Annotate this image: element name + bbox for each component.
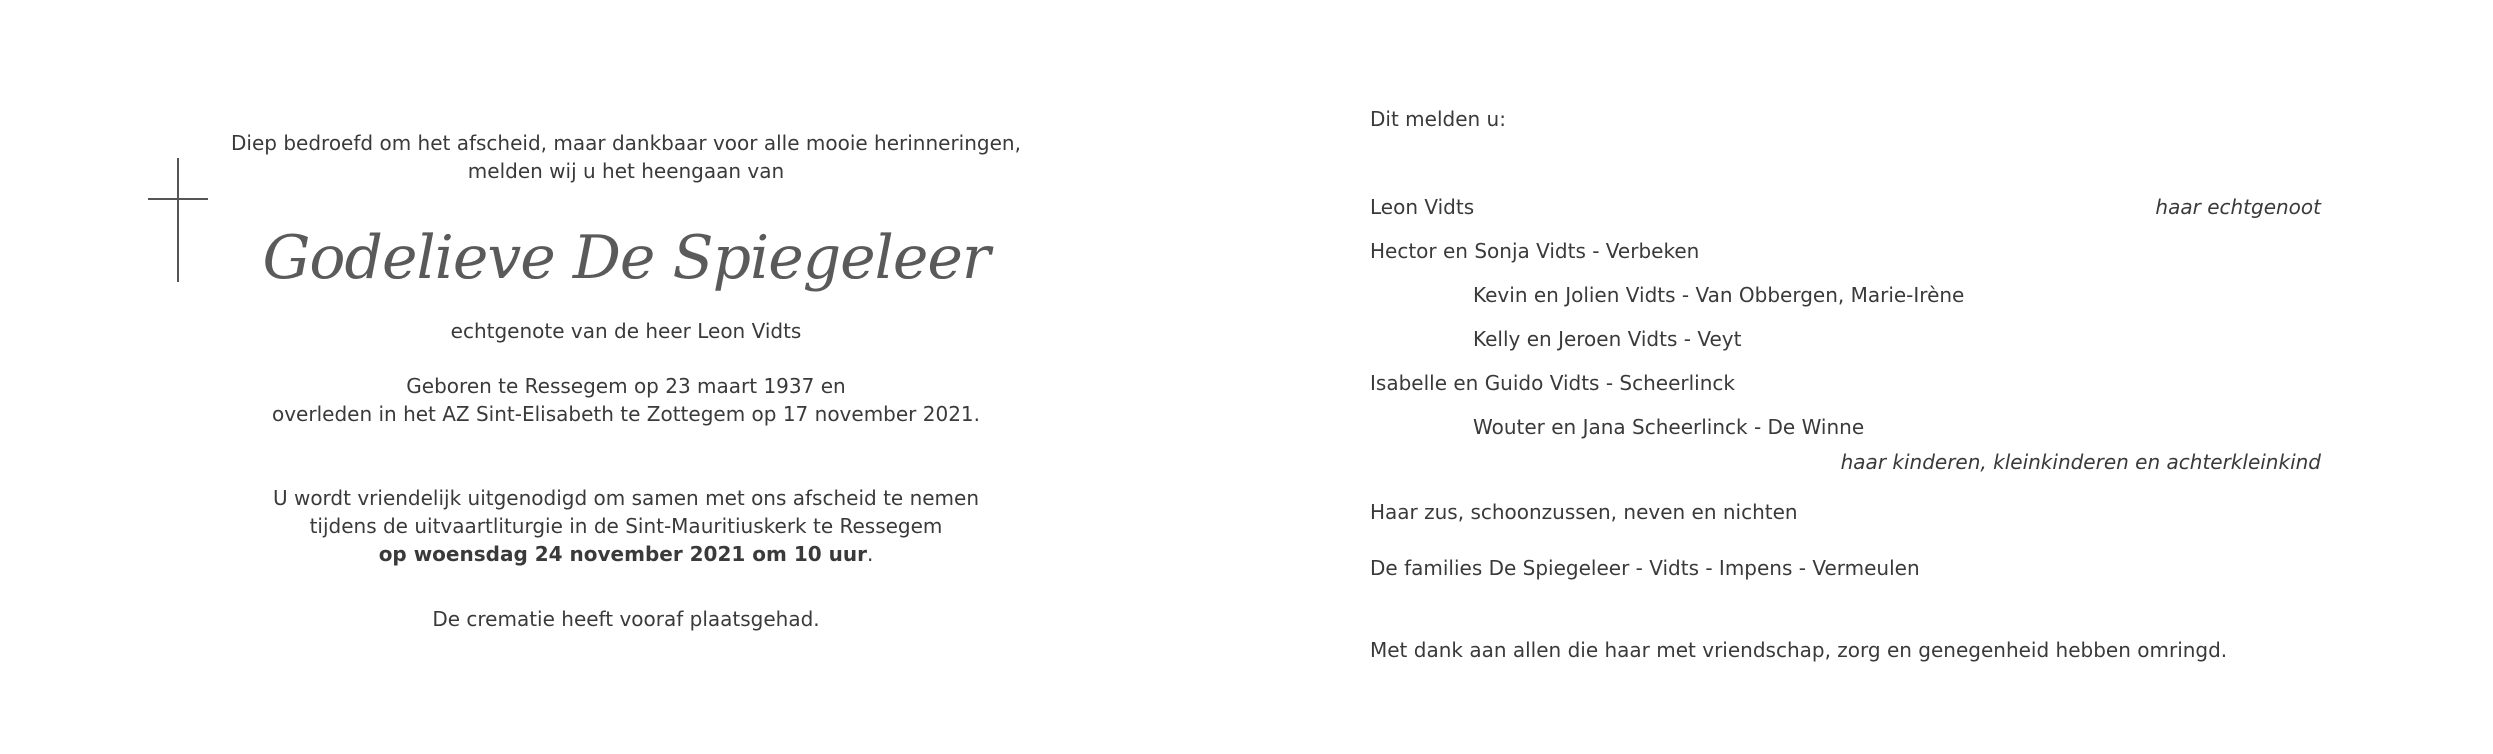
intro-line-1: Diep bedroefd om het afscheid, maar dankbaar voor alle mooie herinneringen, <box>231 131 1021 155</box>
spouse-role: haar echtgenoot <box>2155 195 2321 219</box>
service-date: op woensdag 24 november 2021 om 10 uur <box>378 542 867 566</box>
family-line-2: Kevin en Jolien Vidts - Van Obbergen, Marie-Irène <box>1473 283 1965 307</box>
family-line-1: Hector en Sonja Vidts - Verbeken <box>1370 239 1700 263</box>
invite-line-2: tijdens de uitvaartliturgie in de Sint-Mauritiuskerk te Ressegem <box>309 514 943 538</box>
birth-line-1: Geboren te Ressegem op 23 maart 1937 en <box>406 374 846 398</box>
family-line-4: Isabelle en Guido Vidts - Scheerlinck <box>1370 371 1735 395</box>
right-panel <box>1246 0 2493 754</box>
invite-line-3 <box>226 540 1026 568</box>
cremation-note: De crematie heeft vooraf plaatsgehad. <box>432 607 820 631</box>
children-role: haar kinderen, kleinkinderen en achterkleinkind <box>1840 450 2321 474</box>
cross-icon <box>148 158 208 282</box>
spouse-line: echtgenote van de heer Leon Vidts <box>450 319 802 343</box>
families-line: De families De Spiegeleer - Vidts - Impens - Vermeulen <box>1370 556 1920 580</box>
birth-death-text <box>226 372 1026 428</box>
family-line-5: Wouter en Jana Scheerlinck - De Winne <box>1473 415 1865 439</box>
intro-line-2: melden wij u het heengaan van <box>467 159 785 183</box>
spouse-name: Leon Vidts <box>1370 195 1475 219</box>
announcement-heading: Dit melden u: <box>1370 107 1506 131</box>
deceased-name: Godelieve De Spiegeleer <box>262 223 990 293</box>
intro-text <box>226 129 1026 185</box>
siblings-line: Haar zus, schoonzussen, neven en nichten <box>1370 500 1798 524</box>
left-panel <box>0 0 1246 754</box>
invitation-text <box>226 484 1026 568</box>
birth-line-2: overleden in het AZ Sint-Elisabeth te Zottegem op 17 november 2021. <box>271 402 981 426</box>
family-line-3: Kelly en Jeroen Vidts - Veyt <box>1473 327 1742 351</box>
thanks-line: Met dank aan allen die haar met vriendschap, zorg en genegenheid hebben omringd. <box>1370 638 2228 662</box>
service-date-end: . <box>866 542 874 566</box>
invite-line-1: U wordt vriendelijk uitgenodigd om samen met ons afscheid te nemen <box>272 486 980 510</box>
